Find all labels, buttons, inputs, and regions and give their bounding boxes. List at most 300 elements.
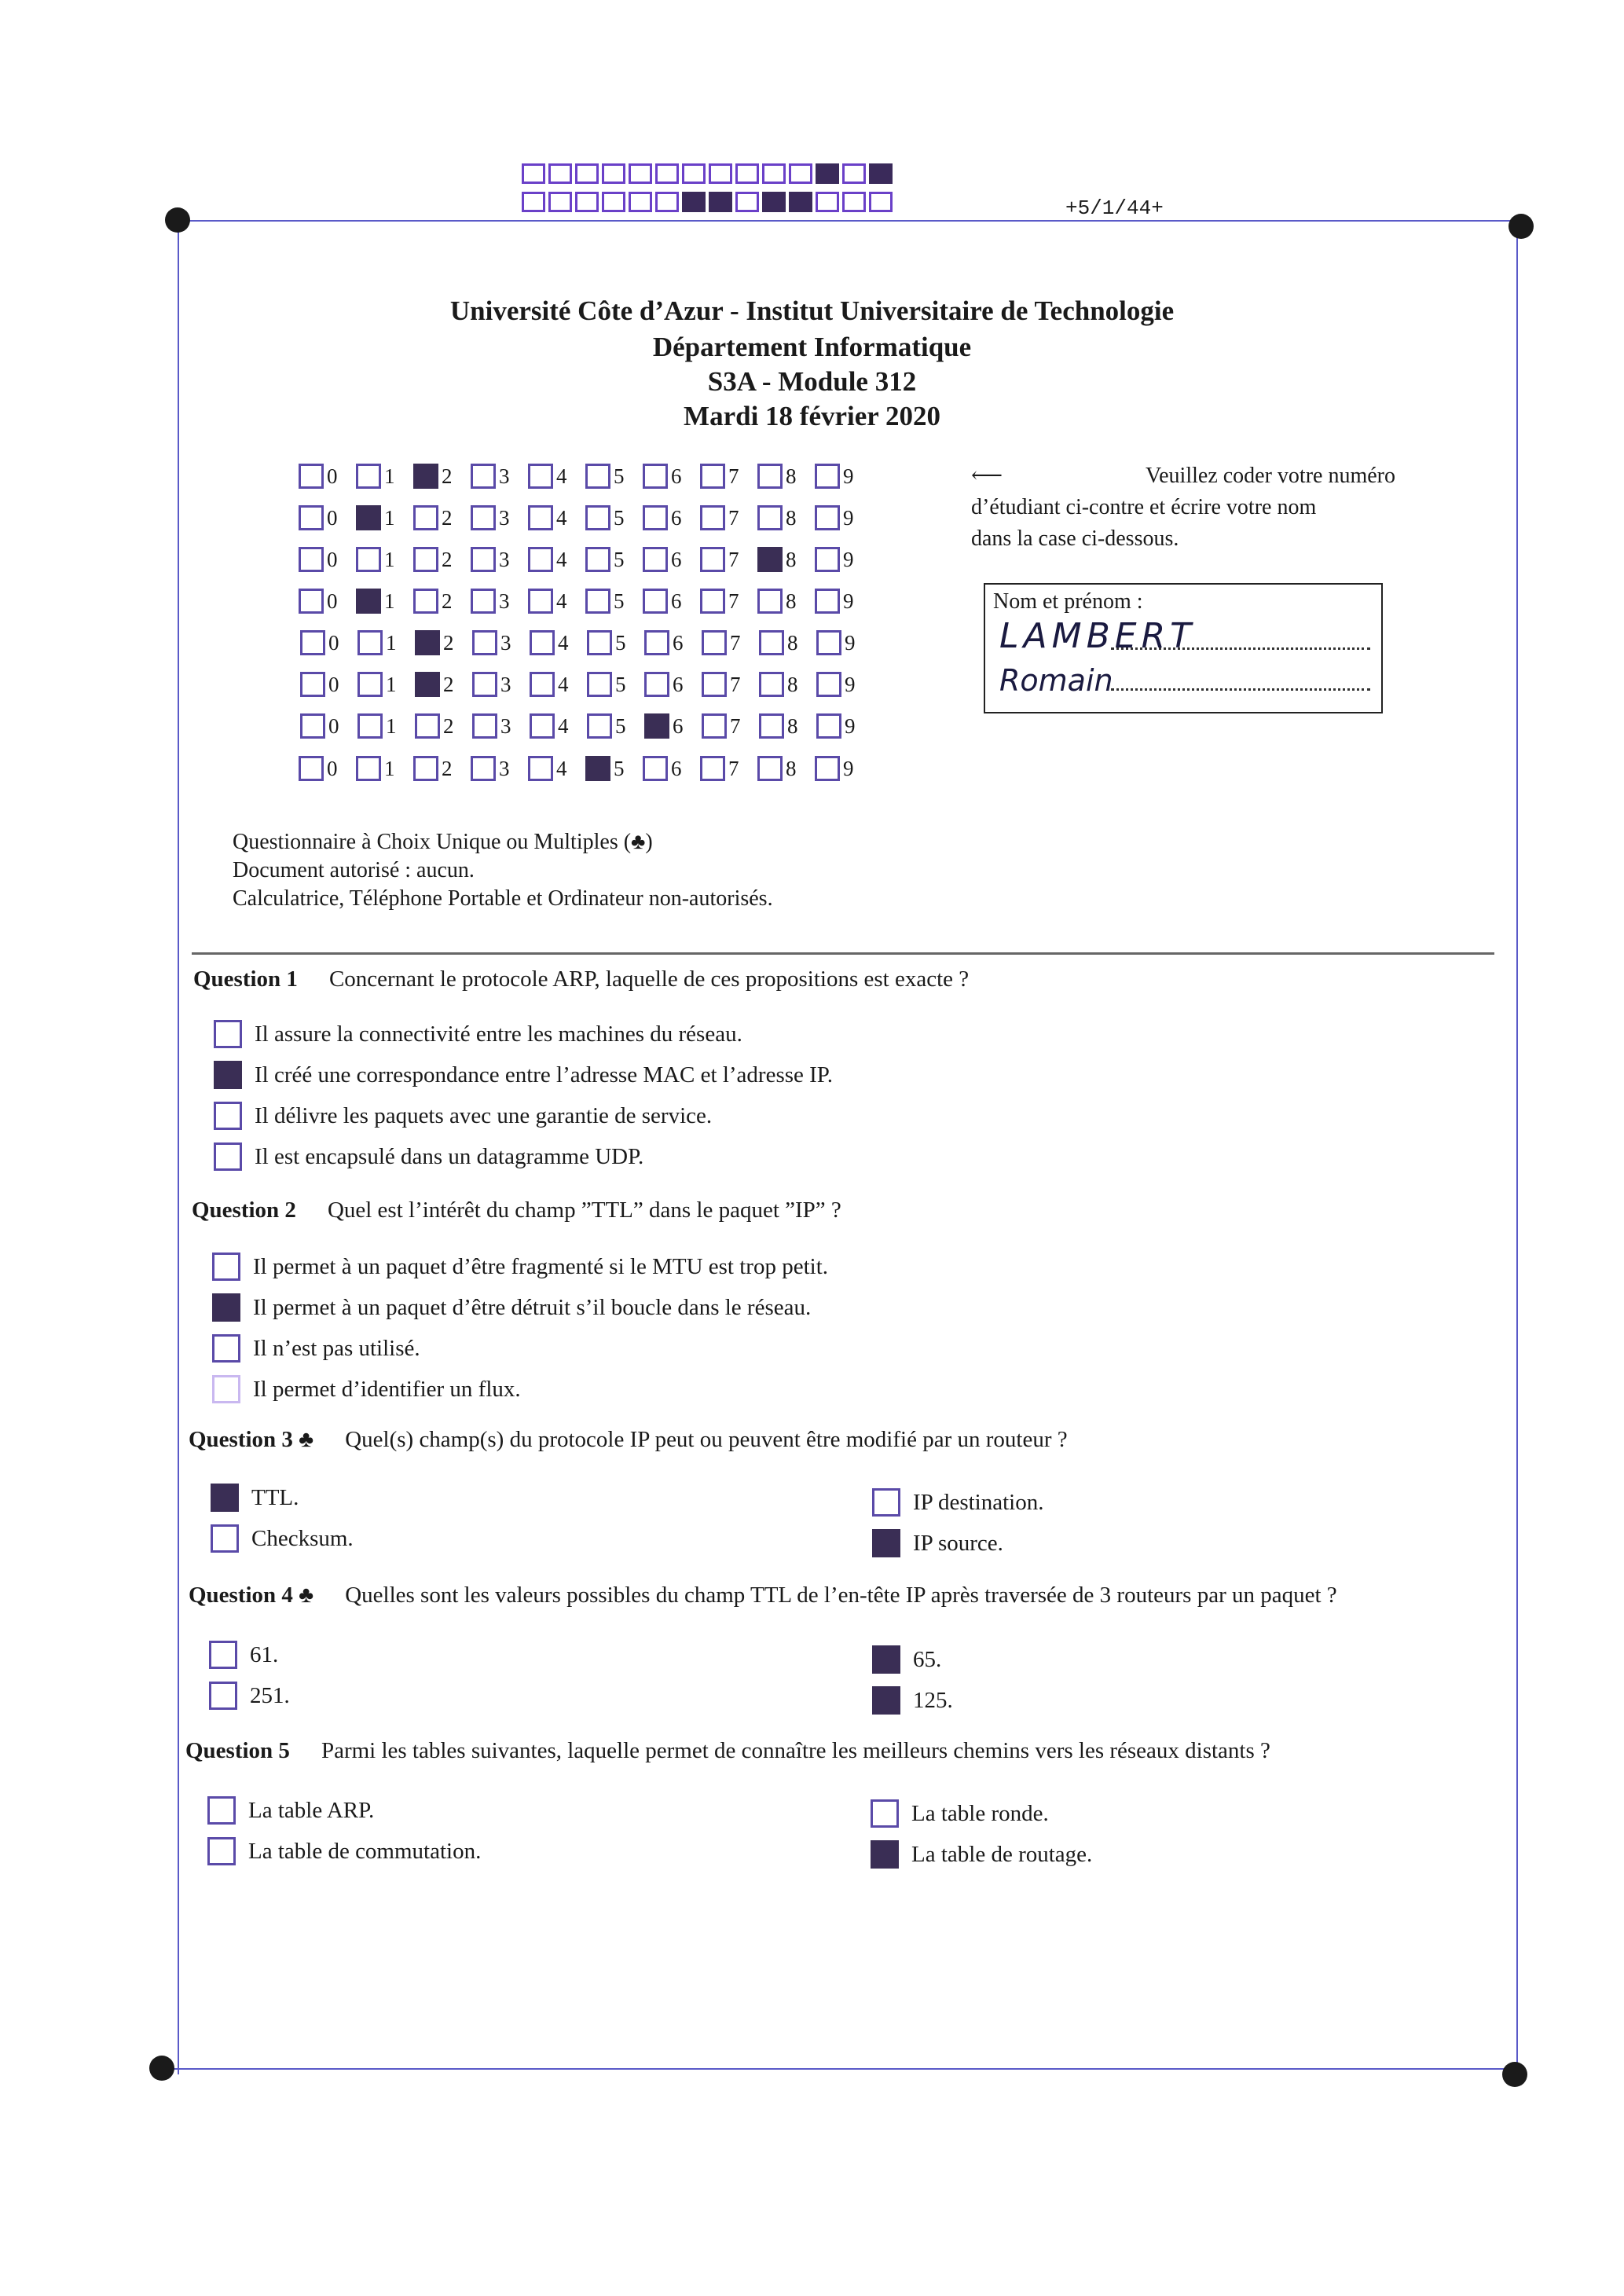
digit-checkbox[interactable] [585, 505, 610, 530]
digit-checkbox[interactable] [815, 505, 840, 530]
digit-label: 4 [558, 630, 569, 655]
barcode-cell [575, 163, 599, 184]
digit-label: 4 [558, 713, 569, 738]
digit-option[interactable] [415, 630, 472, 655]
digit-checkbox[interactable] [644, 713, 669, 739]
digit-option[interactable] [816, 630, 874, 655]
digit-option[interactable] [643, 589, 700, 614]
answer-option[interactable] [207, 1796, 374, 1825]
digit-label: 0 [328, 713, 339, 738]
digit-label: 4 [556, 756, 567, 780]
barcode-cell [522, 192, 545, 212]
barcode-cell [709, 163, 732, 184]
digit-label: 9 [845, 630, 856, 655]
digit-checkbox[interactable] [643, 589, 668, 614]
digit-option[interactable] [356, 756, 413, 781]
digit-label: 4 [556, 464, 567, 488]
digit-option[interactable] [471, 756, 528, 781]
question-label: Question 4 ♣ [189, 1583, 314, 1608]
digit-option[interactable] [815, 464, 872, 489]
student-number-row [299, 505, 872, 530]
digit-label: 1 [386, 713, 397, 738]
digit-label: 7 [728, 547, 739, 571]
digit-option[interactable] [356, 589, 413, 614]
barcode-cell [629, 163, 652, 184]
question-text: Quel est l’intérêt du champ ”TTL” dans le paquet ”IP” ? [327, 1198, 841, 1223]
digit-checkbox[interactable] [356, 464, 381, 489]
answer-option[interactable] [871, 1840, 1092, 1869]
digit-option[interactable] [585, 756, 643, 781]
digit-checkbox[interactable] [299, 505, 324, 530]
digit-checkbox[interactable] [530, 713, 555, 739]
digit-option[interactable] [816, 713, 874, 739]
answer-option[interactable] [872, 1529, 1003, 1557]
barcode-cell [522, 163, 545, 184]
digit-checkbox[interactable] [816, 672, 841, 697]
digit-checkbox[interactable] [816, 630, 841, 655]
digit-checkbox[interactable] [413, 464, 438, 489]
answer-checkbox[interactable] [214, 1142, 242, 1171]
answer-checkbox[interactable] [209, 1682, 237, 1710]
question-text: Parmi les tables suivantes, laquelle permet de connaître les meilleurs chemins vers les réseaux distants ? [321, 1738, 1270, 1763]
answer-checkbox[interactable] [214, 1102, 242, 1130]
digit-option[interactable] [759, 672, 816, 697]
digit-checkbox[interactable] [299, 547, 324, 572]
barcode-cell [709, 192, 732, 212]
answer-option[interactable] [872, 1645, 941, 1674]
digit-checkbox[interactable] [644, 672, 669, 697]
barcode-cell [602, 163, 625, 184]
digit-checkbox[interactable] [413, 505, 438, 530]
digit-option[interactable] [530, 713, 587, 739]
digit-label: 5 [614, 505, 625, 530]
digit-checkbox[interactable] [528, 547, 553, 572]
digit-option[interactable] [587, 630, 644, 655]
answer-option[interactable] [214, 1020, 742, 1048]
answer-option[interactable] [212, 1334, 420, 1363]
digit-checkbox[interactable] [702, 630, 727, 655]
digit-option[interactable] [643, 505, 700, 530]
barcode-cell [842, 163, 866, 184]
digit-label: 3 [499, 547, 510, 571]
digit-checkbox[interactable] [300, 672, 325, 697]
student-number-row [300, 630, 874, 655]
answer-option[interactable] [209, 1641, 278, 1669]
digit-label: 0 [327, 505, 338, 530]
digit-checkbox[interactable] [815, 464, 840, 489]
answer-option[interactable] [214, 1102, 712, 1130]
digit-checkbox[interactable] [299, 756, 324, 781]
answer-checkbox[interactable] [207, 1796, 236, 1825]
digit-option[interactable] [816, 672, 874, 697]
digit-label: 3 [499, 464, 510, 488]
digit-label: 4 [558, 672, 569, 696]
instructions-line-1: Veuillez coder votre numéro [1146, 464, 1395, 488]
digit-label: 6 [671, 547, 682, 571]
digit-option[interactable] [299, 464, 356, 489]
digit-checkbox[interactable] [757, 589, 783, 614]
digit-label: 9 [845, 672, 856, 696]
digit-option[interactable] [471, 589, 528, 614]
answer-checkbox[interactable] [212, 1334, 240, 1363]
digit-checkbox[interactable] [700, 505, 725, 530]
digit-checkbox[interactable] [472, 630, 497, 655]
digit-label: 6 [671, 756, 682, 780]
digit-option[interactable] [299, 505, 356, 530]
digit-label: 1 [384, 464, 395, 488]
digit-checkbox[interactable] [357, 630, 383, 655]
digit-checkbox[interactable] [587, 630, 612, 655]
barcode-cell [762, 163, 786, 184]
digit-option[interactable] [300, 672, 357, 697]
digit-checkbox[interactable] [356, 505, 381, 530]
digit-checkbox[interactable] [528, 464, 553, 489]
digit-label: 6 [673, 672, 684, 696]
digit-label: 7 [730, 713, 741, 738]
answer-option[interactable] [212, 1293, 811, 1322]
digit-option[interactable] [357, 672, 415, 697]
digit-label: 2 [442, 505, 453, 530]
answer-checkbox[interactable] [872, 1645, 900, 1674]
digit-checkbox[interactable] [413, 589, 438, 614]
answer-checkbox[interactable] [211, 1524, 239, 1553]
digit-option[interactable] [300, 630, 357, 655]
digit-option[interactable] [413, 547, 471, 572]
digit-option[interactable] [471, 464, 528, 489]
digit-checkbox[interactable] [530, 672, 555, 697]
digit-option[interactable] [472, 713, 530, 739]
digit-option[interactable] [759, 713, 816, 739]
digit-option[interactable] [415, 672, 472, 697]
digit-option[interactable] [702, 630, 759, 655]
digit-checkbox[interactable] [759, 672, 784, 697]
digit-option[interactable] [587, 713, 644, 739]
answer-option[interactable] [207, 1837, 481, 1865]
answer-text: Checksum. [251, 1525, 354, 1551]
digit-checkbox[interactable] [700, 547, 725, 572]
digit-label: 0 [327, 589, 338, 613]
digit-option[interactable] [643, 547, 700, 572]
digit-option[interactable] [585, 505, 643, 530]
barcode-cell [655, 192, 679, 212]
answer-text: 65. [913, 1646, 942, 1672]
digit-checkbox[interactable] [471, 505, 496, 530]
digit-option[interactable] [702, 672, 759, 697]
digit-checkbox[interactable] [299, 589, 324, 614]
answer-checkbox[interactable] [872, 1529, 900, 1557]
digit-checkbox[interactable] [357, 672, 383, 697]
digit-option[interactable] [299, 547, 356, 572]
digit-option[interactable] [528, 589, 585, 614]
digit-option[interactable] [530, 630, 587, 655]
answer-option[interactable] [871, 1799, 1049, 1828]
barcode-cell [869, 163, 893, 184]
answer-text: Il n’est pas utilisé. [253, 1335, 420, 1361]
digit-option[interactable] [415, 713, 472, 739]
quiz-info-line-2: Document autorisé : aucun. [233, 858, 475, 882]
digit-option[interactable] [700, 589, 757, 614]
digit-option[interactable] [530, 672, 587, 697]
answer-text: Il permet à un paquet d’être fragmenté si le MTU est trop petit. [253, 1253, 828, 1279]
digit-checkbox[interactable] [587, 672, 612, 697]
digit-option[interactable] [815, 756, 872, 781]
digit-checkbox[interactable] [643, 756, 668, 781]
digit-option[interactable] [356, 464, 413, 489]
digit-checkbox[interactable] [585, 756, 610, 781]
digit-checkbox[interactable] [759, 630, 784, 655]
answer-option[interactable] [214, 1061, 833, 1089]
answer-text: La table ARP. [248, 1797, 375, 1823]
answer-checkbox[interactable] [207, 1837, 236, 1865]
digit-label: 9 [843, 756, 854, 780]
digit-checkbox[interactable] [530, 630, 555, 655]
digit-option[interactable] [528, 756, 585, 781]
question-text: Concernant le protocole ARP, laquelle de ces propositions est exacte ? [328, 966, 970, 992]
answer-checkbox[interactable] [212, 1293, 240, 1322]
digit-checkbox[interactable] [643, 547, 668, 572]
digit-option[interactable] [585, 464, 643, 489]
digit-label: 7 [730, 630, 741, 655]
digit-checkbox[interactable] [585, 547, 610, 572]
quiz-info [233, 827, 773, 915]
digit-option[interactable] [757, 505, 815, 530]
digit-label: 3 [499, 589, 510, 613]
digit-option[interactable] [299, 589, 356, 614]
digit-option[interactable] [587, 672, 644, 697]
digit-checkbox[interactable] [471, 756, 496, 781]
digit-checkbox[interactable] [757, 505, 783, 530]
digit-label: 3 [500, 672, 511, 696]
digit-option[interactable] [356, 505, 413, 530]
barcode-cell [575, 192, 599, 212]
registration-mark-bottom-left [149, 2056, 174, 2081]
digit-option[interactable] [815, 589, 872, 614]
answer-option[interactable] [872, 1488, 1043, 1517]
digit-checkbox[interactable] [472, 713, 497, 739]
digit-checkbox[interactable] [643, 464, 668, 489]
digit-label: 7 [728, 505, 739, 530]
digit-option[interactable] [757, 589, 815, 614]
answer-text: Il délivre les paquets avec une garantie de service. [255, 1102, 713, 1128]
answer-option[interactable] [211, 1524, 354, 1553]
digit-option[interactable] [700, 756, 757, 781]
digit-label: 8 [787, 672, 798, 696]
question-label: Question 2 [192, 1198, 296, 1223]
digit-checkbox[interactable] [702, 672, 727, 697]
student-number-row [300, 672, 874, 697]
digit-checkbox[interactable] [585, 589, 610, 614]
digit-option[interactable] [528, 505, 585, 530]
digit-checkbox[interactable] [644, 630, 669, 655]
answer-checkbox[interactable] [872, 1488, 900, 1517]
digit-option[interactable] [413, 464, 471, 489]
digit-label: 5 [615, 713, 626, 738]
digit-checkbox[interactable] [700, 756, 725, 781]
answer-checkbox[interactable] [212, 1253, 240, 1281]
digit-option[interactable] [357, 630, 415, 655]
digit-checkbox[interactable] [702, 713, 727, 739]
digit-checkbox[interactable] [471, 547, 496, 572]
digit-option[interactable] [585, 547, 643, 572]
digit-checkbox[interactable] [815, 547, 840, 572]
handwritten-last-name: LAMBERT [999, 616, 1197, 656]
digit-checkbox[interactable] [356, 756, 381, 781]
digit-label: 0 [327, 547, 338, 571]
digit-option[interactable] [413, 589, 471, 614]
answer-checkbox[interactable] [214, 1061, 242, 1089]
digit-checkbox[interactable] [757, 547, 783, 572]
digit-option[interactable] [702, 713, 759, 739]
digit-option[interactable] [413, 756, 471, 781]
digit-checkbox[interactable] [356, 589, 381, 614]
digit-label: 5 [614, 464, 625, 488]
digit-checkbox[interactable] [528, 589, 553, 614]
answer-option[interactable] [872, 1686, 953, 1715]
digit-option[interactable] [700, 547, 757, 572]
digit-checkbox[interactable] [528, 505, 553, 530]
digit-checkbox[interactable] [300, 630, 325, 655]
digit-option[interactable] [471, 505, 528, 530]
digit-label: 5 [615, 630, 626, 655]
question-text: Quel(s) champ(s) du protocole IP peut ou peuvent être modifié par un routeur ? [345, 1427, 1068, 1452]
digit-option[interactable] [759, 630, 816, 655]
digit-label: 0 [328, 630, 339, 655]
digit-checkbox[interactable] [357, 713, 383, 739]
digit-option[interactable] [644, 672, 702, 697]
answer-checkbox[interactable] [871, 1799, 899, 1828]
digit-label: 0 [327, 756, 338, 780]
answer-option[interactable] [212, 1375, 521, 1403]
name-box[interactable] [984, 583, 1383, 713]
digit-option[interactable] [357, 713, 415, 739]
answer-text: IP destination. [913, 1489, 1044, 1515]
answer-option[interactable] [214, 1142, 643, 1171]
barcode-cell [735, 163, 759, 184]
digit-label: 2 [443, 672, 454, 696]
digit-option[interactable] [299, 756, 356, 781]
digit-option[interactable] [643, 464, 700, 489]
answer-checkbox[interactable] [214, 1020, 242, 1048]
digit-option[interactable] [300, 713, 357, 739]
digit-label: 8 [787, 630, 798, 655]
digit-checkbox[interactable] [413, 756, 438, 781]
digit-checkbox[interactable] [816, 713, 841, 739]
answer-option[interactable] [211, 1484, 299, 1512]
digit-option[interactable] [644, 630, 702, 655]
digit-label: 7 [728, 589, 739, 613]
digit-label: 6 [673, 713, 684, 738]
digit-checkbox[interactable] [356, 547, 381, 572]
digit-option[interactable] [528, 547, 585, 572]
digit-option[interactable] [471, 547, 528, 572]
digit-label: 6 [671, 464, 682, 488]
digit-checkbox[interactable] [528, 756, 553, 781]
digit-checkbox[interactable] [759, 713, 784, 739]
digit-checkbox[interactable] [585, 464, 610, 489]
digit-option[interactable] [585, 589, 643, 614]
instructions-line-3: dans la case ci-dessous. [971, 526, 1179, 551]
digit-checkbox[interactable] [300, 713, 325, 739]
question-label: Question 5 [185, 1738, 290, 1763]
digit-checkbox[interactable] [700, 589, 725, 614]
answer-text: La table ronde. [911, 1800, 1049, 1826]
digit-label: 5 [614, 589, 625, 613]
digit-checkbox[interactable] [643, 505, 668, 530]
digit-checkbox[interactable] [415, 630, 440, 655]
digit-option[interactable] [472, 630, 530, 655]
registration-mark-bottom-right [1502, 2062, 1527, 2087]
digit-label: 4 [556, 547, 567, 571]
digit-checkbox[interactable] [815, 756, 840, 781]
digit-label: 1 [384, 505, 395, 530]
digit-checkbox[interactable] [299, 464, 324, 489]
page-code: +5/1/44+ [1065, 196, 1164, 220]
digit-option[interactable] [413, 505, 471, 530]
answer-text: Il assure la connectivité entre les machines du réseau. [255, 1021, 742, 1047]
digit-option[interactable] [757, 547, 815, 572]
digit-label: 2 [443, 630, 454, 655]
digit-option[interactable] [815, 505, 872, 530]
digit-checkbox[interactable] [757, 756, 783, 781]
answer-checkbox[interactable] [209, 1641, 237, 1669]
digit-label: 8 [786, 756, 797, 780]
digit-checkbox[interactable] [413, 547, 438, 572]
digit-label: 2 [442, 464, 453, 488]
answer-option[interactable] [209, 1682, 290, 1710]
digit-checkbox[interactable] [815, 589, 840, 614]
digit-label: 7 [728, 756, 739, 780]
barcode-cell [682, 192, 706, 212]
digit-option[interactable] [643, 756, 700, 781]
student-number-row [299, 464, 872, 489]
digit-option[interactable] [700, 464, 757, 489]
digit-checkbox[interactable] [472, 672, 497, 697]
answer-checkbox[interactable] [871, 1840, 899, 1869]
digit-checkbox[interactable] [471, 589, 496, 614]
digit-checkbox[interactable] [587, 713, 612, 739]
answer-checkbox[interactable] [211, 1484, 239, 1512]
barcode-cell [869, 192, 893, 212]
digit-option[interactable] [472, 672, 530, 697]
digit-option[interactable] [757, 756, 815, 781]
answer-checkbox[interactable] [872, 1686, 900, 1715]
answer-checkbox[interactable] [212, 1375, 240, 1403]
digit-checkbox[interactable] [415, 672, 440, 697]
digit-option[interactable] [644, 713, 702, 739]
digit-checkbox[interactable] [700, 464, 725, 489]
barcode-cell [816, 163, 839, 184]
answer-option[interactable] [212, 1253, 828, 1281]
digit-option[interactable] [528, 464, 585, 489]
frame-right-line [1516, 228, 1518, 2074]
digit-label: 1 [384, 547, 395, 571]
digit-option[interactable] [815, 547, 872, 572]
digit-label: 2 [443, 713, 454, 738]
digit-checkbox[interactable] [757, 464, 783, 489]
digit-option[interactable] [757, 464, 815, 489]
answer-text: 61. [250, 1641, 279, 1667]
digit-checkbox[interactable] [471, 464, 496, 489]
digit-option[interactable] [700, 505, 757, 530]
barcode-cell [789, 192, 812, 212]
digit-label: 7 [728, 464, 739, 488]
digit-label: 4 [556, 505, 567, 530]
digit-checkbox[interactable] [415, 713, 440, 739]
question-title [189, 1583, 1337, 1608]
dotted-line-2 [1111, 688, 1370, 691]
frame-top-line [179, 220, 1524, 222]
digit-option[interactable] [356, 547, 413, 572]
